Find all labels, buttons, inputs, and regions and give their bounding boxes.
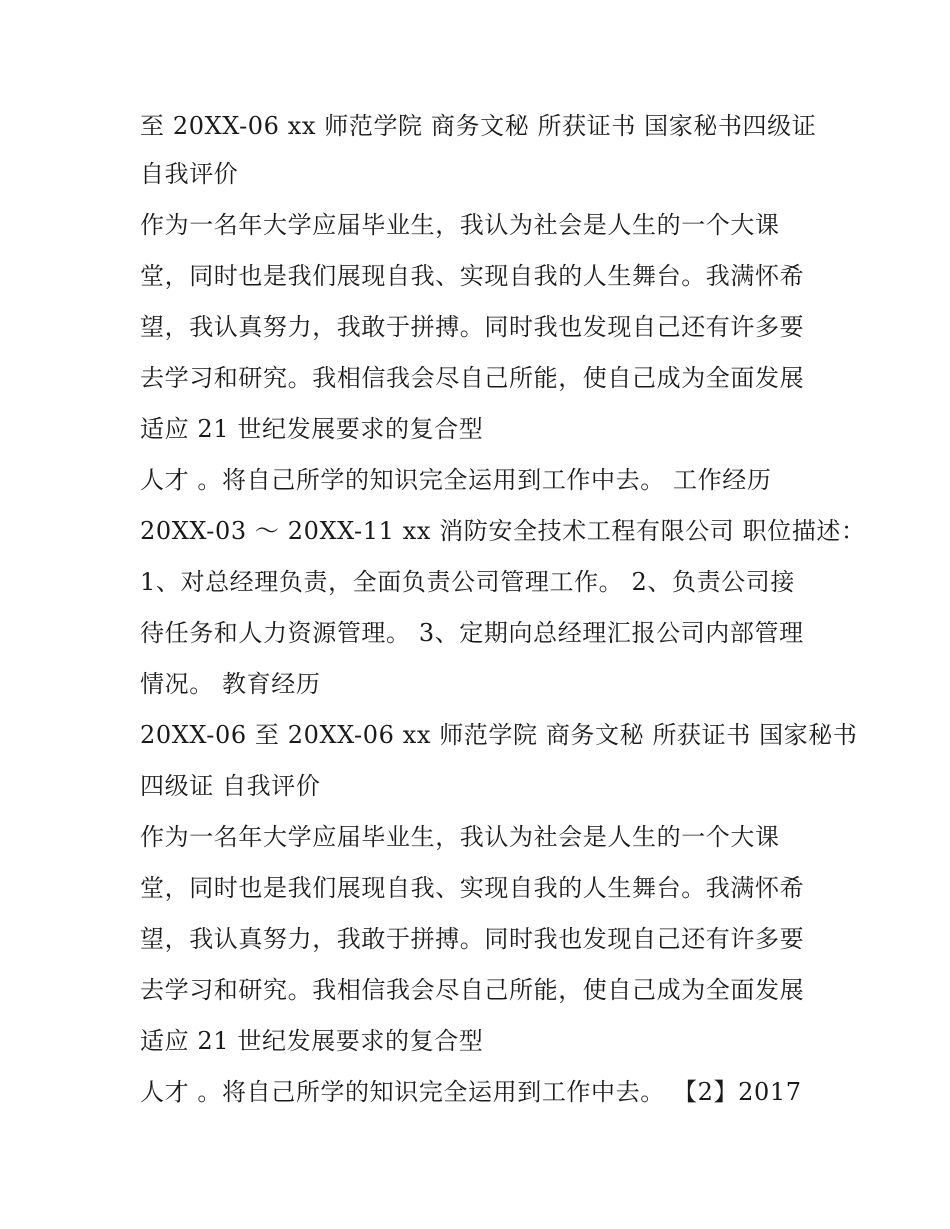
text-line: 堂，同时也是我们展现自我、实现自我的人生舞台。我满怀希 bbox=[140, 262, 805, 290]
text-line: 去学习和研究。我相信我会尽自己所能，使自己成为全面发展 bbox=[140, 364, 805, 392]
text-line: 去学习和研究。我相信我会尽自己所能，使自己成为全面发展 bbox=[140, 976, 805, 1004]
text-line: 人才 。将自己所学的知识完全运用到工作中去。 【2】2017 bbox=[140, 1078, 802, 1106]
text-line: 作为一名年大学应届毕业生，我认为社会是人生的一个大课 bbox=[140, 211, 780, 239]
text-line: 20XX-03 ～ 20XX-11 xx 消防安全技术工程有限公司 职位描述： bbox=[140, 517, 866, 545]
text-line: 至 20XX-06 xx 师范学院 商务文秘 所获证书 国家秘书四级证 bbox=[140, 112, 817, 140]
text-line: 情况。 教育经历 bbox=[140, 670, 321, 698]
text-line: 自我评价 bbox=[140, 160, 239, 188]
text-line: 1、对总经理负责，全面负责公司管理工作。 2、负责公司接 bbox=[140, 568, 795, 596]
text-line: 作为一名年大学应届毕业生，我认为社会是人生的一个大课 bbox=[140, 823, 780, 851]
text-line: 适应 21 世纪发展要求的复合型 bbox=[140, 415, 484, 443]
text-line: 待任务和人力资源管理。 3、定期向总经理汇报公司内部管理 bbox=[140, 619, 804, 647]
text-line: 望，我认真努力，我敢于拼搏。同时我也发现自己还有许多要 bbox=[140, 313, 805, 341]
text-line: 适应 21 世纪发展要求的复合型 bbox=[140, 1027, 484, 1055]
text-line: 望，我认真努力，我敢于拼搏。同时我也发现自己还有许多要 bbox=[140, 925, 805, 953]
document-body bbox=[140, 104, 866, 1118]
text-line: 四级证 自我评价 bbox=[140, 772, 321, 800]
text-line: 人才 。将自己所学的知识完全运用到工作中去。 工作经历 bbox=[140, 466, 772, 494]
text-line: 20XX-06 至 20XX-06 xx 师范学院 商务文秘 所获证书 国家秘书 bbox=[140, 721, 858, 749]
text-line: 堂，同时也是我们展现自我、实现自我的人生舞台。我满怀希 bbox=[140, 874, 805, 902]
